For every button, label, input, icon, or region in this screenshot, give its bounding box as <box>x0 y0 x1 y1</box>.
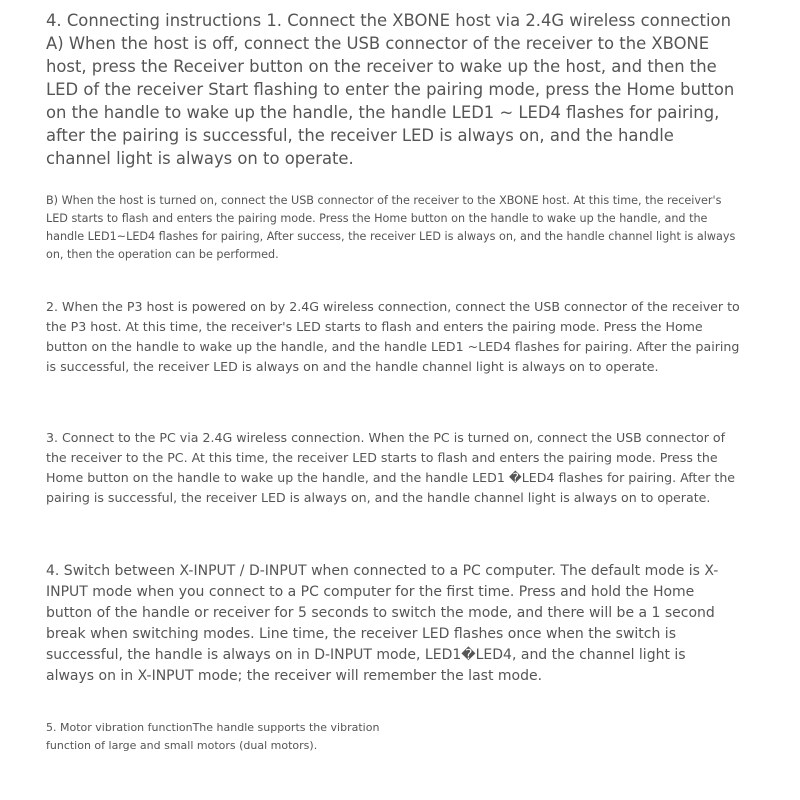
p3-host-paragraph: 2. When the P3 host is powered on by 2.4G wireless connection, connect the USB connector of the receiver to the P3 host. At this time, the receiver's LED starts to flash and enters the pairing mode. Press the Home button on the handle to wake up the handle, and the handle LED1 ~LED4 flashes for pairing. After the pairing is successful, the receiver LED is always on and the handle channel light is always on to operate. <box>46 299 740 374</box>
xbone-host-on-paragraph: B) When the host is turned on, connect the USB connector of the receiver to the XBONE host. At this time, the receiver's LED starts to flash and enters the pairing mode. Press the Home button on the handle to wake up the handle, and the handle LED1~LED4 flashes for pairing, After success, the receiver LED is always on, and the handle channel light is always on, then the operation can be performed. <box>46 194 736 261</box>
connecting-instructions-paragraph: 4. Connecting instructions 1. Connect the XBONE host via 2.4G wireless connection A) When the host is off, connect the USB connector of the receiver to the XBONE host, press the Receiver button on the receiver to wake up the host, and then the LED of the receiver Start flashing to enter the pairing mode, press the Home button on the handle to wake up the handle, the handle LED1 ~ LED4 flashes for pairing, after the pairing is successful, the receiver LED is always on, and the handle channel light is always on to operate. <box>46 11 735 168</box>
pc-connection-paragraph: 3. Connect to the PC via 2.4G wireless connection. When the PC is turned on, connect the USB connector of the receiver to the PC. At this time, the receiver LED starts to flash and enters the pairing mode. Press the Home button on the handle to wake up the handle, and the handle LED1 �LED4 flashes for pairing. After the pairing is successful, the receiver LED is always on, and the handle channel light is always on to operate. <box>46 430 736 505</box>
motor-vibration-paragraph: 5. Motor vibration functionThe handle supports the vibration function of large and small motors (dual motors). <box>46 721 380 752</box>
input-mode-switch-paragraph: 4. Switch between X-INPUT / D-INPUT when connected to a PC computer. The default mode is X-INPUT mode when you connect to a PC computer for the first time. Press and hold the Home button of the handle or receiver for 5 seconds to switch the mode, and there will be a 1 second break when switching modes. Line time, the receiver LED flashes once when the switch is successful, the handle is always on in D-INPUT mode, LED1�LED4, and the channel light is always on in X-INPUT mode; the receiver will remember the last mode. <box>46 563 719 684</box>
